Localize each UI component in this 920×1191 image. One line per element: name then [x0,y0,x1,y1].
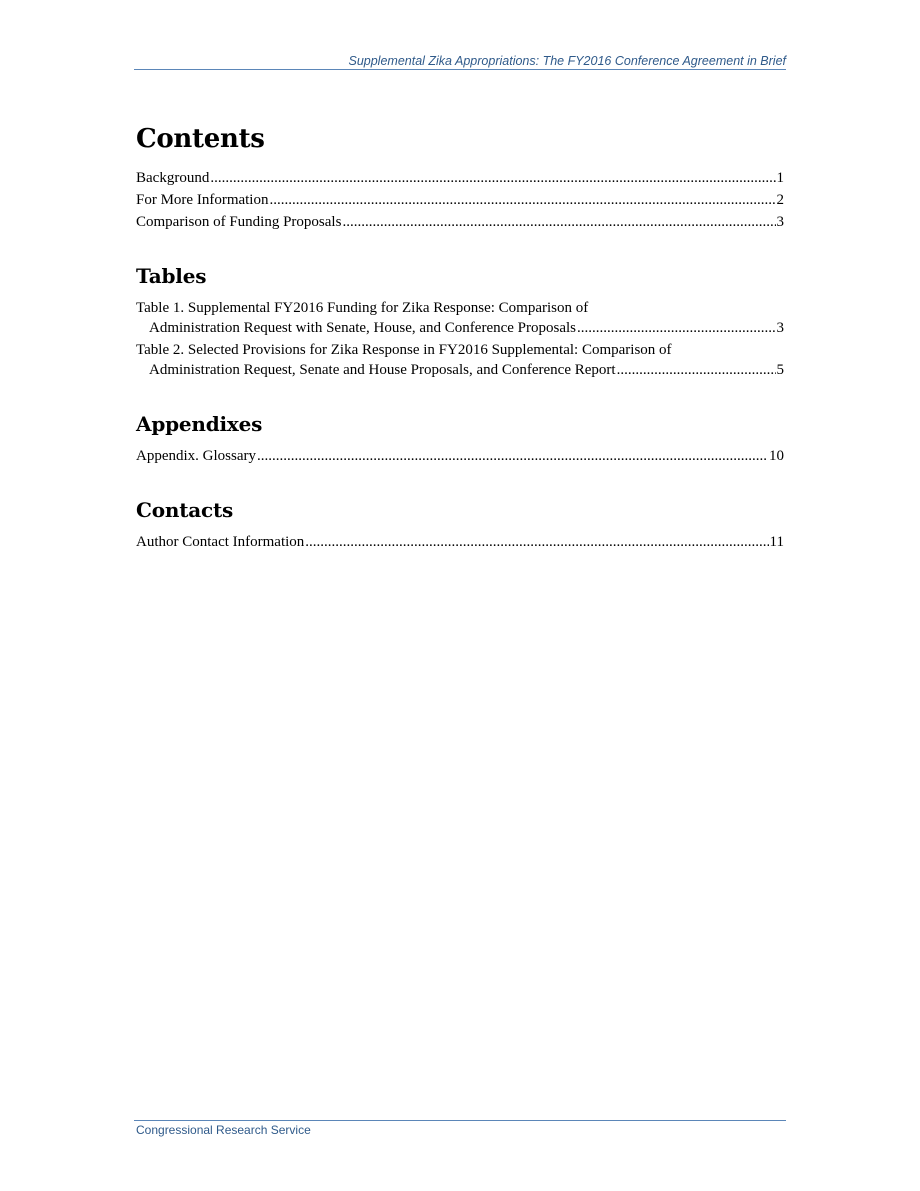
tables-list [136,298,784,380]
running-header: Supplemental Zika Appropriations: The FY2016 Conference Agreement in Brief [348,54,786,68]
toc-entry-page: 10 [769,448,784,464]
dot-leader [577,318,775,338]
toc-entry-page: 1 [776,170,784,186]
dot-leader [269,190,775,210]
contacts-list [136,532,784,552]
dot-leader [342,212,775,232]
dot-leader [210,168,775,188]
toc-entry-table-2[interactable] [136,340,784,380]
toc-entry-page: 3 [776,214,784,230]
appendixes-list [136,446,784,466]
tables-heading: Tables [136,264,207,288]
footer-rule [134,1120,786,1121]
toc-entry-comparison-of-funding-proposals[interactable] [136,212,784,232]
contents-list [136,168,784,232]
dot-leader [305,532,768,552]
toc-entry-background[interactable] [136,168,784,188]
contents-heading: Contents [136,124,265,154]
toc-entry-label: Author Contact Information [136,534,305,550]
dot-leader [257,446,768,466]
toc-entry-label-line1: Table 2. Selected Provisions for Zika Response in FY2016 Supplemental: Comparison of [136,342,672,358]
toc-entry-author-contact-information[interactable] [136,532,784,552]
toc-entry-page: 5 [776,362,784,378]
table-of-contents [136,124,784,554]
dot-leader [617,360,776,380]
toc-entry-appendix-glossary[interactable] [136,446,784,466]
toc-entry-label-line2: Administration Request, Senate and House Proposals, and Conference Report [149,362,616,378]
header-rule [134,69,786,70]
toc-entry-label-line2: Administration Request with Senate, House, and Conference Proposals [149,320,577,336]
toc-entry-label: Appendix. Glossary [136,448,256,464]
toc-entry-page: 2 [776,192,784,208]
toc-entry-label-line1: Table 1. Supplemental FY2016 Funding for Zika Response: Comparison of [136,300,589,316]
toc-entry-label: For More Information [136,192,269,208]
toc-entry-table-1[interactable] [136,298,784,338]
contacts-heading: Contacts [136,498,234,522]
toc-entry-for-more-information[interactable] [136,190,784,210]
toc-entry-page: 3 [776,320,784,336]
toc-entry-label: Background [136,170,210,186]
footer-text: Congressional Research Service [136,1123,311,1137]
toc-entry-page: 11 [769,534,784,550]
appendixes-heading: Appendixes [136,412,263,436]
toc-entry-label: Comparison of Funding Proposals [136,214,342,230]
